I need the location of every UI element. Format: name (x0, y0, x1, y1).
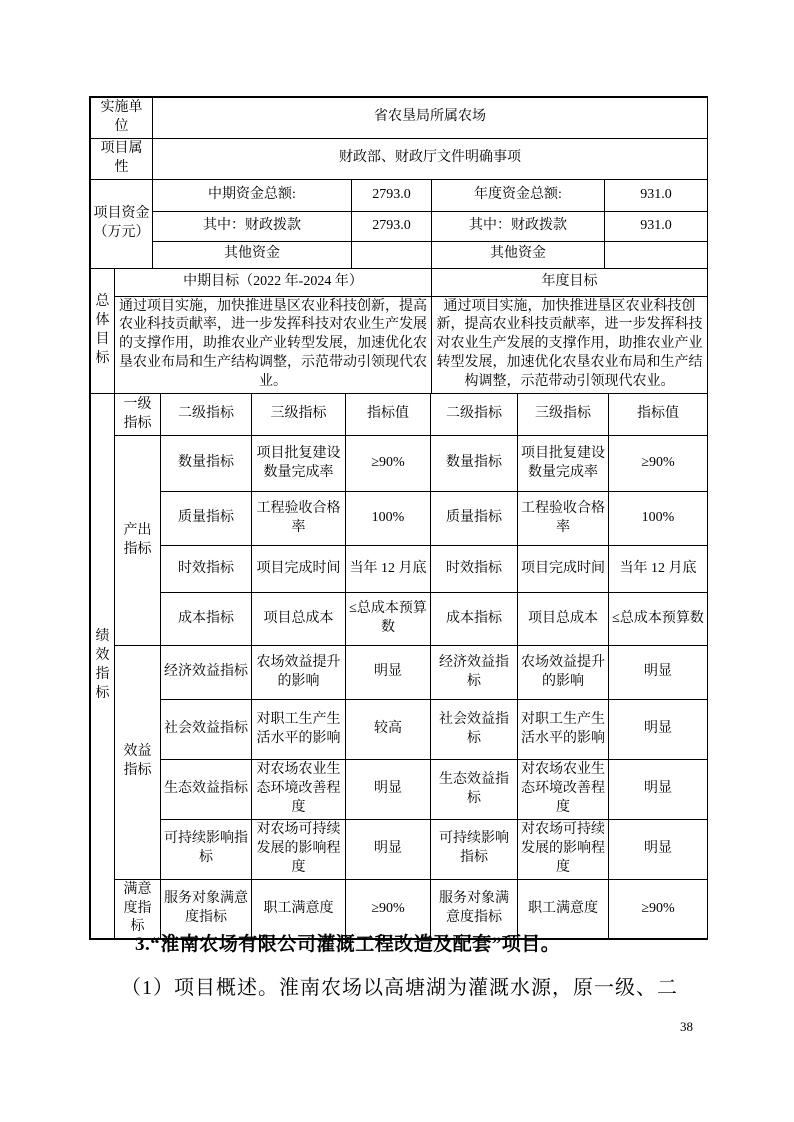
benefit-indicator-group-label: 效益指标 (115, 646, 161, 880)
indicator-row-economic (91, 646, 708, 700)
level3-cell: 工程验收合格率 (252, 492, 346, 546)
level2-header-left: 二级指标 (161, 394, 252, 436)
level2-header-right: 二级指标 (431, 394, 518, 436)
page-number: 38 (680, 1019, 693, 1034)
level3-cell: 对农场可持续发展的影响程度 (252, 820, 346, 880)
level2-cell: 成本指标 (161, 593, 252, 646)
mid-other-funds-value (352, 241, 432, 268)
level2-cell: 社会效益指标 (431, 700, 518, 760)
mid-term-goal-header: 中期目标（2022 年-2024 年） (115, 268, 432, 296)
mid-term-goal-text: 通过项目实施，加快推进垦区农业科技创新，提高农业科技贡献率，进一步发挥科技对农业生产发展的支撑作用，助推农业产业转型发展，加速优化农垦农业布局和生产结构调整，示范带动引领现代农业。 (115, 296, 432, 393)
value-cell: ≥90% (346, 436, 431, 492)
annual-other-funds-value (605, 241, 708, 268)
level3-cell: 对职工生产生活水平的影响 (518, 700, 609, 760)
level3-cell: 工程验收合格率 (518, 492, 609, 546)
value-cell: 100% (346, 492, 431, 546)
mid-other-funds-label: 其他资金 (153, 241, 352, 268)
indicator-row-quantity (91, 436, 708, 492)
value-cell: 当年 12 月底 (346, 546, 431, 593)
value-cell: 明显 (609, 646, 708, 700)
indicator-row-quality (91, 492, 708, 546)
annual-goal-header: 年度目标 (432, 268, 708, 296)
level2-cell: 时效指标 (431, 546, 518, 593)
level3-cell: 项目批复建设数量完成率 (252, 436, 346, 492)
level2-cell: 服务对象满意度指标 (431, 879, 518, 939)
level3-cell: 对农场可持续发展的影响程度 (518, 820, 609, 880)
annual-fiscal-allocation-value: 931.0 (605, 211, 708, 241)
mid-term-funding-label: 中期资金总额: (153, 179, 352, 211)
value-header-right: 指标值 (609, 394, 708, 436)
value-cell: 当年 12 月底 (609, 546, 708, 593)
value-header-left: 指标值 (346, 394, 431, 436)
level3-header-left: 三级指标 (252, 394, 346, 436)
level2-cell: 时效指标 (161, 546, 252, 593)
project-attribute-value: 财政部、财政厅文件明确事项 (153, 138, 708, 179)
level2-cell: 成本指标 (431, 593, 518, 646)
annual-funding-value: 931.0 (605, 179, 708, 211)
level3-cell: 项目批复建设数量完成率 (518, 436, 609, 492)
level3-cell: 项目总成本 (518, 593, 609, 646)
body-text-block (89, 929, 709, 1000)
level3-cell: 农场效益提升的影响 (518, 646, 609, 700)
value-cell: 明显 (609, 700, 708, 760)
project-attribute-label: 项目属性 (91, 138, 153, 179)
annual-other-funds-label: 其他资金 (432, 241, 605, 268)
value-cell: 100% (609, 492, 708, 546)
section-paragraph: （1）项目概述。淮南农场以高塘湖为灌溉水源，原一级、二 (121, 977, 678, 999)
performance-indicator-label: 绩效指标 (91, 394, 115, 939)
level2-cell: 经济效益指标 (431, 646, 518, 700)
level2-cell: 生态效益指标 (161, 760, 252, 820)
table-section-goals (90, 268, 708, 394)
level3-cell: 职工满意度 (252, 879, 346, 939)
value-cell: 明显 (609, 820, 708, 880)
mid-fiscal-allocation-label: 其中：财政拨款 (153, 211, 352, 241)
level2-cell: 服务对象满意度指标 (161, 879, 252, 939)
value-cell: ≤总成本预算数 (346, 593, 431, 646)
level3-cell: 项目完成时间 (518, 546, 609, 593)
annual-goal-text: 通过项目实施，加快推进垦区农业科技创新，提高农业科技贡献率，进一步发挥科技对农业生产发展的支撑作用，助推农业产业转型发展，加速优化农垦农业布局和生产结构调整，示范带动引领现代农业。 (432, 296, 708, 393)
overall-goal-label: 总体目标 (91, 268, 115, 393)
indicator-row-timeliness (91, 546, 708, 593)
mid-fiscal-allocation-value: 2793.0 (352, 211, 432, 241)
level3-cell: 职工满意度 (518, 879, 609, 939)
value-cell: 较高 (346, 700, 431, 760)
output-indicator-group-label: 产出指标 (115, 436, 161, 646)
indicator-row-sustainable (91, 820, 708, 880)
value-cell: 明显 (346, 820, 431, 880)
level3-cell: 项目总成本 (252, 593, 346, 646)
level3-cell: 农场效益提升的影响 (252, 646, 346, 700)
level1-header: 一级指标 (115, 394, 161, 436)
level3-cell: 项目完成时间 (252, 546, 346, 593)
level2-cell: 生态效益指标 (431, 760, 518, 820)
value-cell: 明显 (609, 760, 708, 820)
annual-fiscal-allocation-label: 其中：财政拨款 (432, 211, 605, 241)
table-section-indicators (90, 393, 708, 939)
value-cell: ≥90% (609, 436, 708, 492)
indicator-row-cost (91, 593, 708, 646)
level3-cell: 对农场农业生态环境改善程度 (518, 760, 609, 820)
project-info-table (89, 96, 708, 940)
indicator-header-row (91, 394, 708, 436)
annual-funding-label: 年度资金总额: (432, 179, 605, 211)
implementing-unit-label: 实施单位 (91, 98, 153, 139)
indicator-row-ecological (91, 760, 708, 820)
level2-cell: 数量指标 (431, 436, 518, 492)
level2-cell: 经济效益指标 (161, 646, 252, 700)
value-cell: ≤总成本预算数 (609, 593, 708, 646)
value-cell: 明显 (346, 760, 431, 820)
level3-header-right: 三级指标 (518, 394, 609, 436)
level2-cell: 质量指标 (161, 492, 252, 546)
level2-cell: 可持续影响指标 (431, 820, 518, 880)
value-cell: ≥90% (346, 879, 431, 939)
level3-cell: 对职工生产生活水平的影响 (252, 700, 346, 760)
level2-cell: 数量指标 (161, 436, 252, 492)
level2-cell: 可持续影响指标 (161, 820, 252, 880)
indicator-row-social (91, 700, 708, 760)
section-heading: 3.“淮南农场有限公司灌溉工程改造及配套”项目。 (135, 934, 561, 955)
value-cell: 明显 (346, 646, 431, 700)
project-funding-label: 项目资金（万元） (91, 179, 153, 268)
value-cell: ≥90% (609, 879, 708, 939)
mid-term-funding-value: 2793.0 (352, 179, 432, 211)
level3-cell: 对农场农业生态环境改善程度 (252, 760, 346, 820)
satisfaction-indicator-group-label: 满意度指标 (115, 879, 161, 939)
table-section-basic (90, 97, 708, 269)
level2-cell: 社会效益指标 (161, 700, 252, 760)
level2-cell: 质量指标 (431, 492, 518, 546)
implementing-unit-value: 省农垦局所属农场 (153, 98, 708, 139)
